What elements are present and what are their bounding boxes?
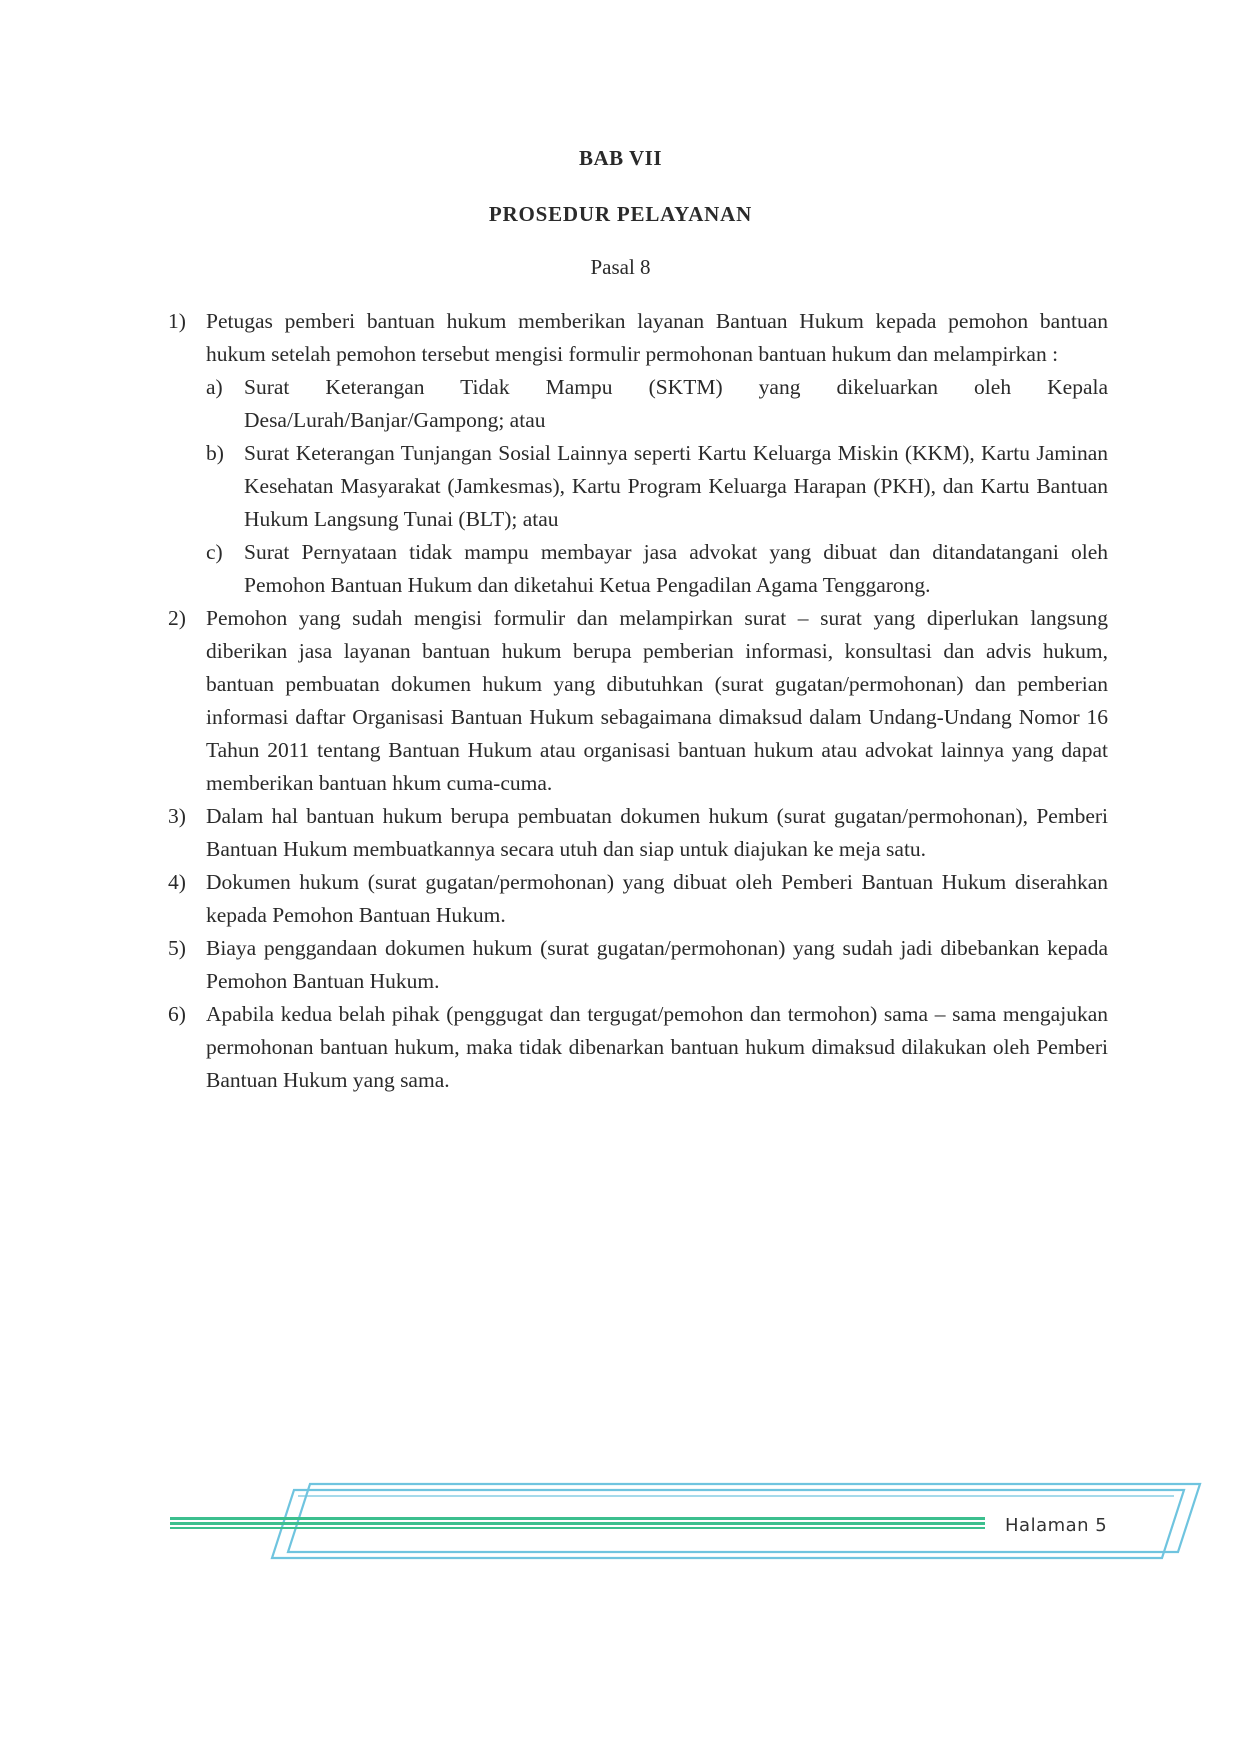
footer-green-bar-top <box>170 1517 985 1520</box>
list-item-6 <box>160 998 1108 1097</box>
sub-item-number: a) <box>206 375 223 399</box>
page-number-label: Halaman 5 <box>1005 1515 1108 1536</box>
sub-item-b <box>206 437 1108 536</box>
item-number: 5) <box>168 936 186 960</box>
sub-item-number: b) <box>206 441 224 465</box>
item-text: Dalam hal bantuan hukum berupa pembuatan dokumen hukum (surat gugatan/permohonan), Pemberi Bantuan Hukum membuatkannya secara utuh dan siap untuk diajukan ke meja satu. <box>206 804 1108 861</box>
item-number: 2) <box>168 606 186 630</box>
item-text: Pemohon yang sudah mengisi formulir dan melampirkan surat – surat yang diperlukan langsung diberikan jasa layanan bantuan hukum berupa pemberian informasi, konsultasi dan advis hukum, bantuan pembuatan dokumen hukum yang dibutuhkan (surat gugatan/permohonan) dan pemberian informasi daftar Organisasi Bantuan Hukum sebagaimana dimaksud dalam Undang-Undang Nomor 16 Tahun 2011 tentang Bantuan Hukum atau organisasi bantuan hukum atau advokat lainnya yang dapat memberikan bantuan hkum cuma-cuma. <box>206 606 1108 795</box>
article-heading: Pasal 8 <box>590 255 651 279</box>
item-number: 4) <box>168 870 186 894</box>
page-footer <box>170 1480 1215 1565</box>
item-text: Petugas pemberi bantuan hukum memberikan layanan Bantuan Hukum kepada pemohon bantuan hukum setelah pemohon tersebut mengisi formulir permohonan bantuan hukum dan melampirkan : <box>206 309 1108 366</box>
chapter-heading: BAB VII <box>578 146 663 170</box>
sub-list <box>206 371 1108 602</box>
item-number: 1) <box>168 309 186 333</box>
footer-green-bar-bottom <box>170 1527 985 1529</box>
list-item-5 <box>160 932 1108 998</box>
item-number: 3) <box>168 804 186 828</box>
item-text: Biaya penggandaan dokumen hukum (surat gugatan/permohonan) yang sudah jadi dibebankan kepada Pemohon Bantuan Hukum. <box>206 936 1108 993</box>
section-title: PROSEDUR PELAYANAN <box>488 202 753 226</box>
item-text: Dokumen hukum (surat gugatan/permohonan) yang dibuat oleh Pemberi Bantuan Hukum diserahkan kepada Pemohon Bantuan Hukum. <box>206 870 1108 927</box>
sub-item-text: Surat Keterangan Tidak Mampu (SKTM) yang dikeluarkan oleh Kepala Desa/Lurah/Banjar/Gampong; atau <box>244 375 1108 432</box>
footer-green-bar-mid <box>170 1522 985 1525</box>
list-item-2 <box>160 602 1108 800</box>
sub-item-a <box>206 371 1108 437</box>
sub-item-number: c) <box>206 540 223 564</box>
list-item-1 <box>160 305 1108 602</box>
sub-item-text: Surat Keterangan Tunjangan Sosial Lainnya seperti Kartu Keluarga Miskin (KKM), Kartu Jaminan Kesehatan Masyarakat (Jamkesmas), Kartu Program Keluarga Harapan (PKH), dan Kartu Bantuan Hukum Langsung Tunai (BLT); atau <box>244 441 1108 531</box>
item-number: 6) <box>168 1002 186 1026</box>
article-body <box>160 305 1108 1097</box>
list-item-4 <box>160 866 1108 932</box>
list-item-3 <box>160 800 1108 866</box>
sub-item-c <box>206 536 1108 602</box>
item-text: Apabila kedua belah pihak (penggugat dan tergugat/pemohon dan termohon) sama – sama mengajukan permohonan bantuan hukum, maka tidak dibenarkan bantuan hukum dimaksud dilakukan oleh Pemberi Bantuan Hukum yang sama. <box>206 1002 1108 1092</box>
sub-item-text: Surat Pernyataan tidak mampu membayar jasa advokat yang dibuat dan ditandatangani oleh Pemohon Bantuan Hukum dan diketahui Ketua Pengadilan Agama Tenggarong. <box>244 540 1108 597</box>
